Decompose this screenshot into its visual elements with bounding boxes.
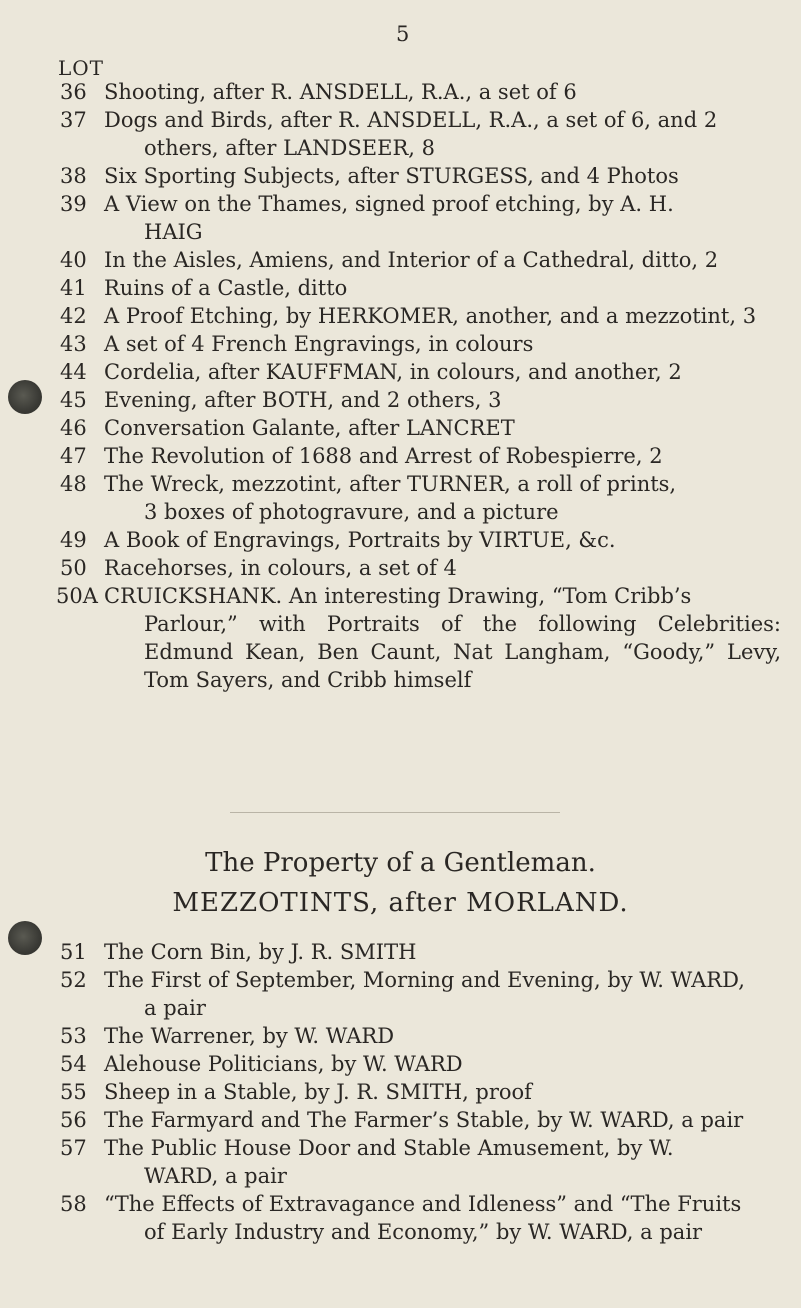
lot-number: 48	[60, 472, 87, 496]
lot-description: The Wreck, mezzotint, after TURNER, a roll of prints, 3 boxes of photogravure, and a picture	[104, 472, 677, 524]
lot-description: Sheep in a Stable, by J. R. SMITH, proof	[104, 1080, 532, 1104]
lot-description: The Corn Bin, by J. R. SMITH	[104, 940, 417, 964]
lot-description: In the Aisles, Amiens, and Interior of a Cathedral, ditto, 2	[104, 248, 719, 272]
lot-description: A View on the Thames, signed proof etching, by A. H. HAIG	[104, 192, 674, 244]
lot-description: A set of 4 French Engravings, in colours	[104, 332, 534, 356]
lot-number: 41	[60, 276, 87, 300]
lot-number: 53	[60, 1024, 87, 1048]
lot-description: The First of September, Morning and Evening, by W. WARD, a pair	[104, 968, 745, 1020]
lot-number: 54	[60, 1052, 87, 1076]
lot-description: Alehouse Politicians, by W. WARD	[104, 1052, 463, 1076]
binder-hole-bottom	[8, 921, 42, 955]
lot-number: 58	[60, 1192, 87, 1216]
lot-description: Conversation Galante, after LANCRET	[104, 416, 515, 440]
lot-description: A Proof Etching, by HERKOMER, another, and a mezzotint, 3	[104, 304, 757, 328]
lot-number: 43	[60, 332, 87, 356]
lot-description: A Book of Engravings, Portraits by VIRTUE, &c.	[104, 528, 616, 552]
lot-description: The Farmyard and The Farmer’s Stable, by W. WARD, a pair	[104, 1108, 744, 1132]
binder-hole-top	[8, 380, 42, 414]
lot-number: 44	[60, 360, 87, 384]
lot-number: 38	[60, 164, 87, 188]
lot-description: “The Effects of Extravagance and Idleness” and “The Fruits of Early Industry and Economy,” by W. WARD, a pair	[104, 1192, 742, 1244]
lot-description: CRUICKSHANK. An interesting Drawing, “Tom Cribb’s Parlour,” with Portraits of the following Celebrities: Edmund Kean, Ben Caunt, Nat Langham, “Goody,” Levy, Tom Sayers, and Cribb himself	[104, 584, 781, 692]
lot-description: The Warrener, by W. WARD	[104, 1024, 395, 1048]
lot-number: 50	[60, 556, 87, 580]
mezzotints-heading: MEZZOTINTS, after MORLAND.	[172, 888, 629, 918]
lot-number: 55	[60, 1080, 87, 1104]
property-heading: The Property of a Gentleman.	[205, 848, 596, 878]
lot-number: 40	[60, 248, 87, 272]
lot-number: 56	[60, 1108, 87, 1132]
lot-description: Racehorses, in colours, a set of 4	[104, 556, 457, 580]
lot-number: 45	[60, 388, 87, 412]
lot-number: 57	[60, 1136, 87, 1160]
lot-number: 37	[60, 108, 87, 132]
lot-number: 39	[60, 192, 87, 216]
lot-description: The Public House Door and Stable Amusement, by W. WARD, a pair	[104, 1136, 674, 1188]
lot-description: Ruins of a Castle, ditto	[104, 276, 348, 300]
lot-description: Dogs and Birds, after R. ANSDELL, R.A., a set of 6, and 2 others, after LANDSEER, 8	[104, 108, 718, 160]
lot-number: 42	[60, 304, 87, 328]
lot-column-header: LOT	[58, 56, 105, 80]
lot-description: The Revolution of 1688 and Arrest of Robespierre, 2	[104, 444, 663, 468]
lot-number: 36	[60, 80, 87, 104]
lot-number: 50A	[56, 584, 98, 608]
lot-description: Evening, after BOTH, and 2 others, 3	[104, 388, 502, 412]
lot-description: Six Sporting Subjects, after STURGESS, and 4 Photos	[104, 164, 679, 188]
lot-number: 46	[60, 416, 87, 440]
lot-number: 49	[60, 528, 87, 552]
section-divider	[230, 812, 560, 813]
lot-number: 51	[60, 940, 87, 964]
lot-number: 47	[60, 444, 87, 468]
lot-number: 52	[60, 968, 87, 992]
lot-description: Shooting, after R. ANSDELL, R.A., a set of 6	[104, 80, 577, 104]
lot-description: Cordelia, after KAUFFMAN, in colours, and another, 2	[104, 360, 682, 384]
page-number: 5	[396, 22, 410, 46]
